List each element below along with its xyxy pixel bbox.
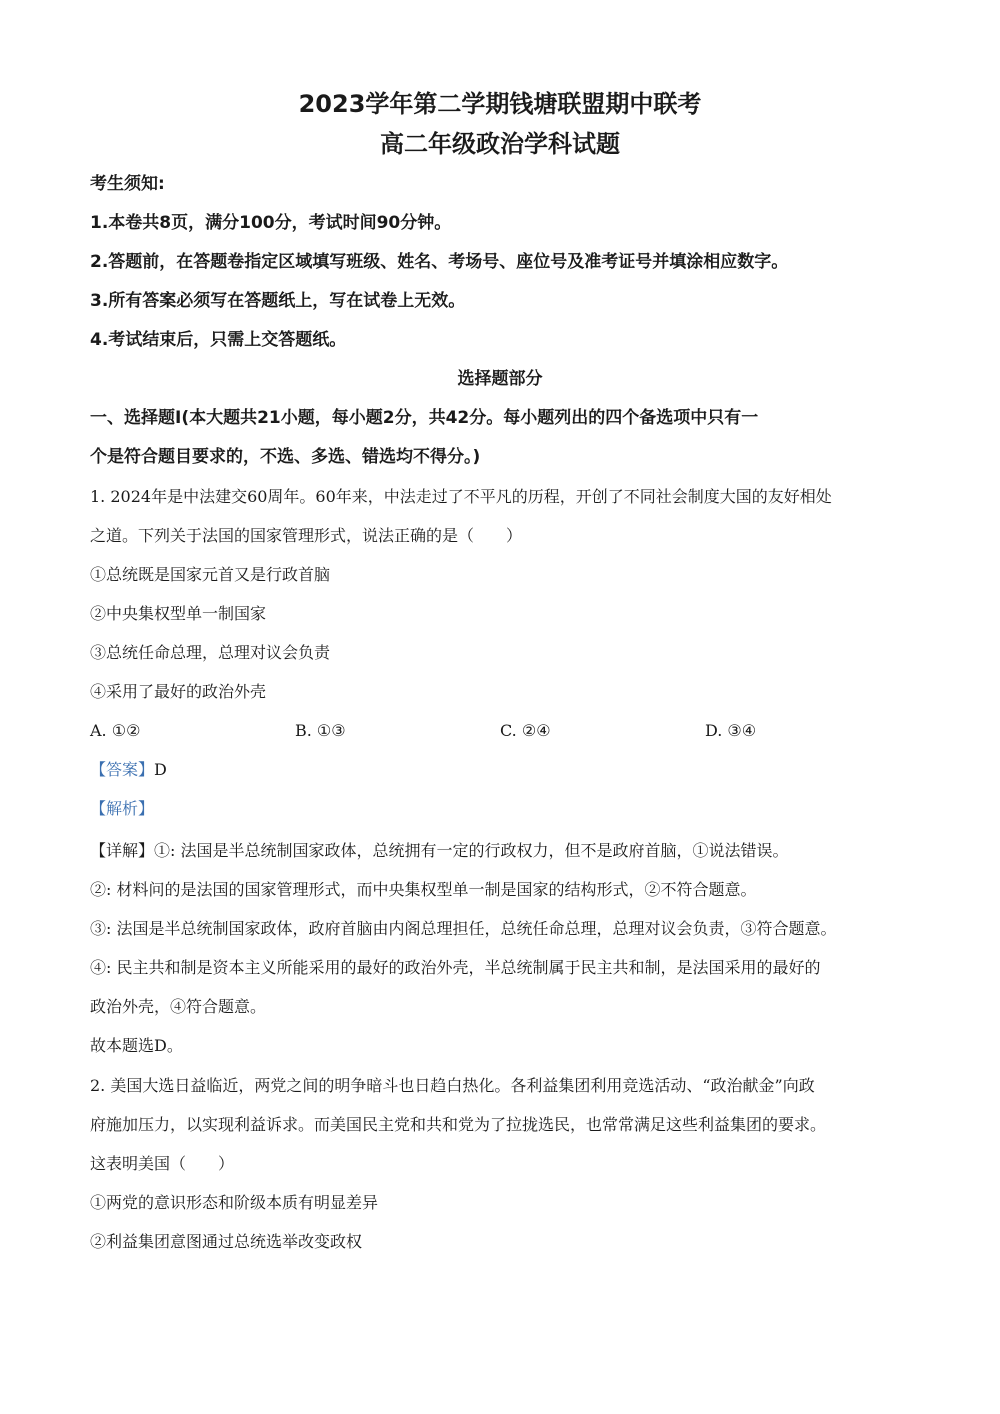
statement: ④采用了最好的政治外壳	[90, 682, 267, 701]
question-stem: 这表明美国（ ）	[90, 1154, 235, 1173]
statement: ②利益集团意图通过总统选举改变政权	[90, 1232, 363, 1251]
statement: ①总统既是国家元首又是行政首脑	[90, 565, 331, 584]
detail-line: 政治外壳，④符合题意。	[90, 997, 267, 1016]
notice-item: 4.考试结束后，只需上交答题纸。	[90, 330, 347, 350]
question-stem: 之道。下列关于法国的国家管理形式，说法正确的是（ ）	[90, 526, 523, 545]
notice-item: 3.所有答案必须写在答题纸上，写在试卷上无效。	[90, 291, 466, 311]
notice-heading: 考生须知:	[90, 174, 165, 194]
detail-line: ②: 材料问的是法国的国家管理形式，而中央集权型单一制是国家的结构形式，②不符合题意。	[90, 880, 757, 899]
section-intro: 一、选择题I(本大题共21小题，每小题2分，共42分。每小题列出的四个备选项中只有一	[90, 408, 759, 428]
conclusion: 故本题选D。	[90, 1036, 183, 1055]
option-a: A. ①②	[90, 721, 141, 740]
answer-value: D	[154, 760, 167, 779]
section-intro: 个是符合题目要求的，不选、多选、错选均不得分。)	[90, 447, 481, 467]
answer-row	[90, 759, 167, 781]
question-stem: 府施加压力，以实现利益诉求。而美国民主党和共和党为了拉拢选民，也常常满足这些利益集团的要求。	[90, 1115, 827, 1134]
option-c: C. ②④	[500, 721, 551, 740]
option-b: B. ①③	[295, 721, 346, 740]
answer-label: 【答案】	[90, 760, 155, 779]
statement: ①两党的意识形态和阶级本质有明显差异	[90, 1193, 379, 1212]
option-d: D. ③④	[705, 721, 757, 740]
detail-line: 【详解】①: 法国是半总统制国家政体，总统拥有一定的行政权力，但不是政府首脑，①说法错误。	[90, 841, 789, 860]
section-title: 选择题部分	[457, 369, 543, 389]
detail-line: ③: 法国是半总统制国家政体，政府首脑由内阁总理担任，总统任命总理，总理对议会负责，③符合题意。	[90, 919, 837, 938]
notice-item: 1.本卷共8页，满分100分，考试时间90分钟。	[90, 213, 452, 233]
analysis-label: 【解析】	[90, 799, 155, 818]
exam-subtitle: 高二年级政治学科试题	[380, 130, 620, 158]
notice-item: 2.答题前，在答题卷指定区域填写班级、姓名、考场号、座位号及准考证号并填涂相应数字。	[90, 252, 789, 272]
detail-line: ④: 民主共和制是资本主义所能采用的最好的政治外壳，半总统制属于民主共和制，是法国采用的最好的	[90, 958, 821, 977]
statement: ③总统任命总理，总理对议会负责	[90, 643, 331, 662]
statement: ②中央集权型单一制国家	[90, 604, 267, 623]
question-stem: 1. 2024年是中法建交60周年。60年来，中法走过了不平凡的历程，开创了不同社会制度大国的友好相处	[90, 487, 832, 506]
exam-title: 2023学年第二学期钱塘联盟期中联考	[298, 90, 702, 118]
question-stem: 2. 美国大选日益临近，两党之间的明争暗斗也日趋白热化。各利益集团利用竞选活动、“政治献金”向政	[90, 1076, 815, 1095]
